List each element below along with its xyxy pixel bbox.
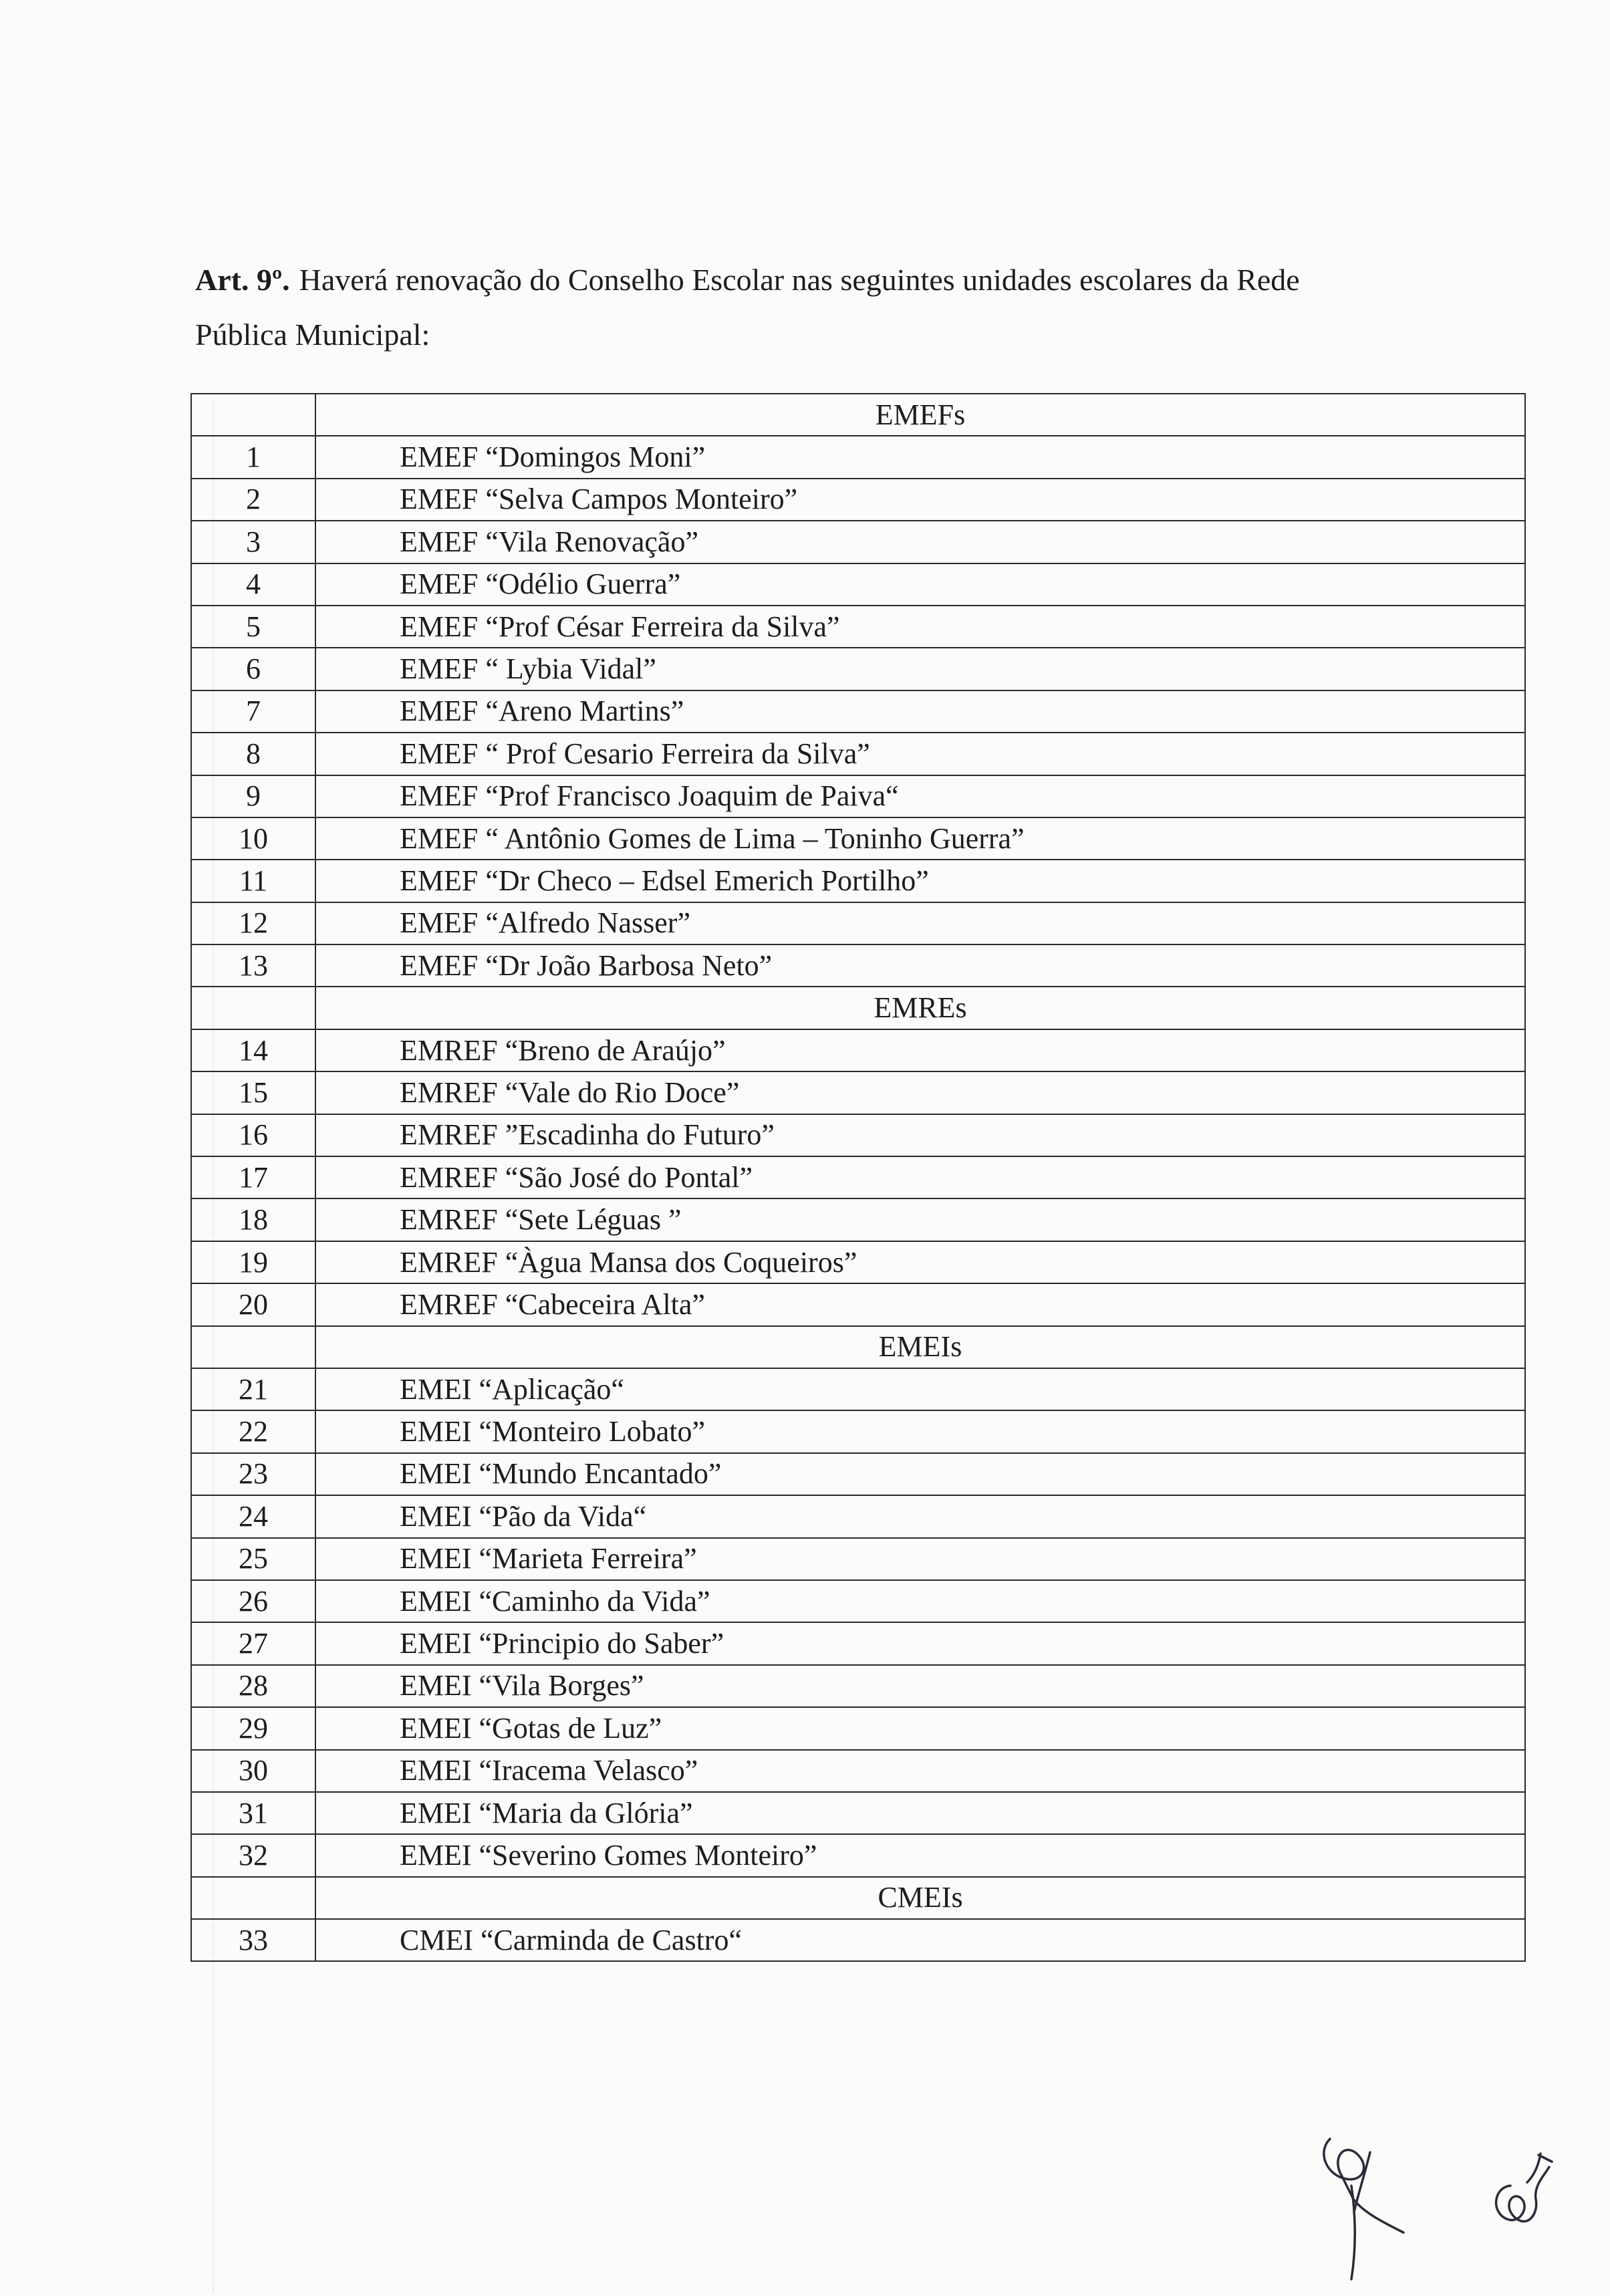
section-title: EMREs (315, 987, 1525, 1029)
table-row (191, 648, 1525, 690)
article-text: Haverá renovação do Conselho Escolar nas seguintes unidades escolares da Rede Pública Municipal: (195, 263, 1300, 352)
row-number: 28 (191, 1665, 315, 1707)
section-title: EMEIs (315, 1326, 1525, 1368)
row-number: 5 (191, 606, 315, 648)
row-number: 6 (191, 648, 315, 690)
row-number: 14 (191, 1029, 315, 1071)
section-header-row (191, 1877, 1525, 1919)
table-row (191, 775, 1525, 817)
school-name: CMEI “Carminda de Castro“ (315, 1919, 1525, 1961)
school-name: EMEF “Selva Campos Monteiro” (315, 479, 1525, 521)
section-header-row (191, 1326, 1525, 1368)
school-name: EMEF “Dr João Barbosa Neto” (315, 944, 1525, 987)
row-number: 30 (191, 1750, 315, 1792)
row-number: 1 (191, 436, 315, 478)
table-row (191, 1241, 1525, 1283)
handwritten-signatures (1290, 2112, 1584, 2286)
table-row (191, 563, 1525, 606)
table-row (191, 521, 1525, 563)
row-number: 29 (191, 1707, 315, 1749)
school-name: EMEI “Mundo Encantado” (315, 1453, 1525, 1495)
school-name: EMEF “Vila Renovação” (315, 521, 1525, 563)
section-header-row (191, 394, 1525, 436)
school-name: EMEF “Domingos Moni” (315, 436, 1525, 478)
schools-table-body (191, 394, 1525, 1961)
table-row (191, 436, 1525, 478)
row-number: 17 (191, 1156, 315, 1198)
table-row (191, 860, 1525, 902)
school-name: EMREF “São José do Pontal” (315, 1156, 1525, 1198)
row-number: 19 (191, 1241, 315, 1283)
table-row (191, 944, 1525, 987)
row-number: 18 (191, 1198, 315, 1241)
row-number: 3 (191, 521, 315, 563)
school-name: EMEF “ Antônio Gomes de Lima – Toninho Guerra” (315, 817, 1525, 860)
row-number: 26 (191, 1580, 315, 1622)
row-number: 11 (191, 860, 315, 902)
table-row (191, 1283, 1525, 1325)
row-number: 10 (191, 817, 315, 860)
table-row (191, 1368, 1525, 1410)
table-row (191, 1750, 1525, 1792)
school-name: EMREF “Sete Léguas ” (315, 1198, 1525, 1241)
table-row (191, 1665, 1525, 1707)
table-row (191, 1198, 1525, 1241)
table-row (191, 1453, 1525, 1495)
school-name: EMEF “ Prof Cesario Ferreira da Silva” (315, 733, 1525, 775)
row-number: 24 (191, 1495, 315, 1537)
school-name: EMEI “Iracema Velasco” (315, 1750, 1525, 1792)
school-name: EMREF “Vale do Rio Doce” (315, 1071, 1525, 1114)
table-row (191, 902, 1525, 944)
section-title: EMEFs (315, 394, 1525, 436)
table-row (191, 1707, 1525, 1749)
section-number-cell (191, 987, 315, 1029)
school-name: EMEI “Gotas de Luz” (315, 1707, 1525, 1749)
row-number: 27 (191, 1622, 315, 1664)
section-header-row (191, 987, 1525, 1029)
table-row (191, 1622, 1525, 1664)
row-number: 22 (191, 1410, 315, 1452)
school-name: EMEI “Severino Gomes Monteiro” (315, 1834, 1525, 1876)
school-name: EMEF “Prof César Ferreira da Silva” (315, 606, 1525, 648)
school-name: EMEF “Odélio Guerra” (315, 563, 1525, 606)
table-row (191, 1580, 1525, 1622)
row-number: 32 (191, 1834, 315, 1876)
row-number: 33 (191, 1919, 315, 1961)
row-number: 21 (191, 1368, 315, 1410)
school-name: EMREF “Àgua Mansa dos Coqueiros” (315, 1241, 1525, 1283)
row-number: 15 (191, 1071, 315, 1114)
table-row (191, 1156, 1525, 1198)
row-number: 16 (191, 1114, 315, 1156)
signature-initial-1 (1324, 2139, 1403, 2279)
school-name: EMEF “Dr Checo – Edsel Emerich Portilho” (315, 860, 1525, 902)
table-row (191, 1495, 1525, 1537)
school-name: EMEF “ Lybia Vidal” (315, 648, 1525, 690)
table-row (191, 1919, 1525, 1961)
schools-table (190, 393, 1526, 1962)
section-number-cell (191, 394, 315, 436)
table-row (191, 479, 1525, 521)
article-label: Art. 9º. (195, 263, 290, 297)
table-row (191, 1029, 1525, 1071)
section-title: CMEIs (315, 1877, 1525, 1919)
table-row (191, 1071, 1525, 1114)
row-number: 31 (191, 1792, 315, 1834)
row-number: 12 (191, 902, 315, 944)
section-number-cell (191, 1877, 315, 1919)
row-number: 13 (191, 944, 315, 987)
row-number: 4 (191, 563, 315, 606)
table-row (191, 606, 1525, 648)
row-number: 8 (191, 733, 315, 775)
school-name: EMEF “Alfredo Nasser” (315, 902, 1525, 944)
table-row (191, 1410, 1525, 1452)
table-row (191, 1114, 1525, 1156)
school-name: EMEI “Vila Borges” (315, 1665, 1525, 1707)
school-name: EMEI “Monteiro Lobato” (315, 1410, 1525, 1452)
signature-initial-2 (1496, 2154, 1552, 2221)
row-number: 7 (191, 690, 315, 733)
article-paragraph (195, 253, 1391, 362)
table-row (191, 817, 1525, 860)
row-number: 23 (191, 1453, 315, 1495)
school-name: EMEI “Principio do Saber” (315, 1622, 1525, 1664)
school-name: EMEI “Marieta Ferreira” (315, 1538, 1525, 1580)
table-row (191, 733, 1525, 775)
section-number-cell (191, 1326, 315, 1368)
school-name: EMEF “Areno Martins” (315, 690, 1525, 733)
row-number: 20 (191, 1283, 315, 1325)
school-name: EMEI “Aplicação“ (315, 1368, 1525, 1410)
school-name: EMEF “Prof Francisco Joaquim de Paiva“ (315, 775, 1525, 817)
table-row (191, 1792, 1525, 1834)
table-row (191, 690, 1525, 733)
school-name: EMEI “Caminho da Vida” (315, 1580, 1525, 1622)
table-row (191, 1538, 1525, 1580)
school-name: EMEI “Maria da Glória” (315, 1792, 1525, 1834)
row-number: 9 (191, 775, 315, 817)
row-number: 2 (191, 479, 315, 521)
table-row (191, 1834, 1525, 1876)
school-name: EMEI “Pão da Vida“ (315, 1495, 1525, 1537)
row-number: 25 (191, 1538, 315, 1580)
school-name: EMREF “Cabeceira Alta” (315, 1283, 1525, 1325)
school-name: EMREF “Breno de Araújo” (315, 1029, 1525, 1071)
school-name: EMREF ”Escadinha do Futuro” (315, 1114, 1525, 1156)
